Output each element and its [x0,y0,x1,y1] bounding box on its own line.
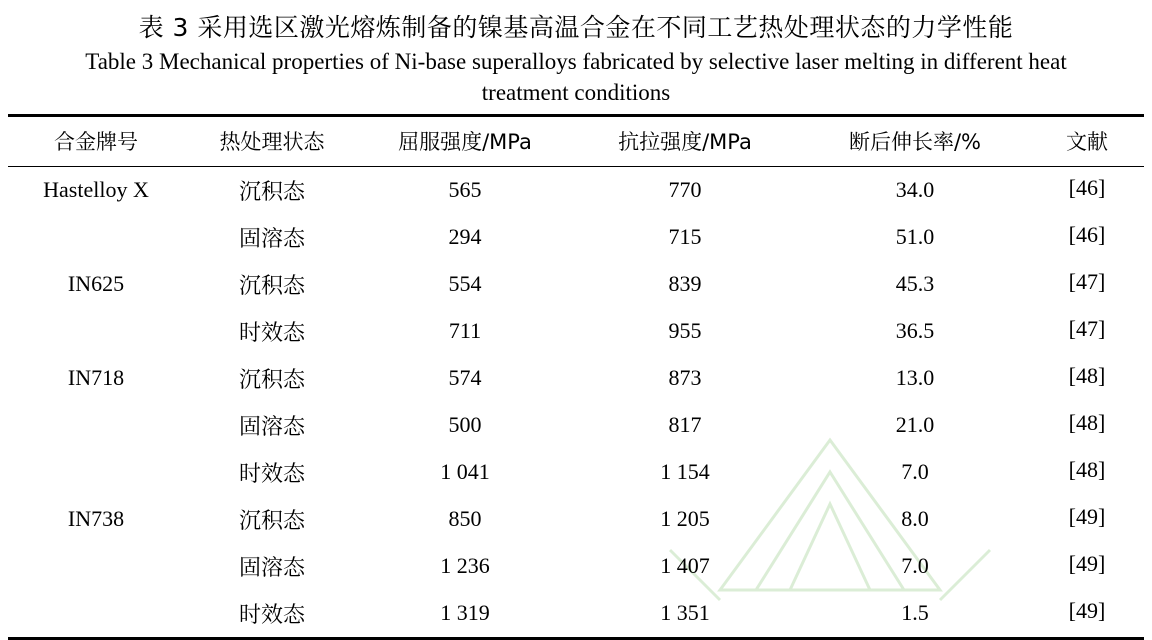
cell-yield: 574 [448,365,482,391]
table-row [8,496,1144,543]
table-header [8,115,1144,166]
column-header-reference: 文献 [1066,129,1108,154]
cell-reference: [47] [1068,268,1106,294]
cell-condition: 时效态 [238,460,305,486]
cell-tensile: 715 [668,224,702,250]
cell-condition: 时效态 [238,601,305,627]
cell-tensile: 873 [668,365,702,391]
cell-tensile: 817 [668,412,702,438]
column-header-heat-treatment: 热处理状态 [219,129,325,154]
cell-alloy [8,543,184,590]
cell-yield: 1 236 [440,553,490,579]
cell-elongation: 7.0 [901,459,929,485]
cell-elongation: 13.0 [895,365,935,391]
cell-reference: [48] [1068,456,1106,482]
cell-condition: 固溶态 [238,225,305,251]
cell-alloy: IN738 [67,506,125,532]
cell-yield: 565 [448,177,482,203]
cell-reference: [46] [1068,174,1106,200]
cell-elongation: 7.0 [901,553,929,579]
cell-condition: 沉积态 [238,366,305,392]
cell-alloy [8,449,184,496]
cell-tensile: 1 205 [660,506,710,532]
cell-reference: [48] [1068,409,1106,435]
column-header-yield-strength: 屈服强度/MPa [398,129,532,154]
cell-elongation: 45.3 [895,271,935,297]
cell-condition: 固溶态 [238,413,305,439]
table-header-row [8,115,1144,166]
cell-elongation: 51.0 [895,224,935,250]
cell-tensile: 955 [668,318,702,344]
cell-reference: [49] [1068,550,1106,576]
table-caption-chinese: 表 3 采用选区激光熔炼制备的镍基高温合金在不同工艺热处理状态的力学性能 [138,13,1014,42]
table-caption-english: Table 3 Mechanical properties of Ni-base superalloys fabricated by selective laser melting in different heat treatment conditions [85,49,1067,105]
table-row [8,355,1144,402]
cell-elongation: 1.5 [901,600,929,626]
cell-yield: 294 [448,224,482,250]
table-row [8,449,1144,496]
column-header-alloy: 合金牌号 [54,129,138,154]
cell-yield: 850 [448,506,482,532]
table-row [8,402,1144,449]
mechanical-properties-table [8,114,1144,640]
cell-elongation: 34.0 [895,177,935,203]
cell-elongation: 36.5 [895,318,935,344]
cell-alloy: IN718 [67,365,125,391]
cell-yield: 500 [448,412,482,438]
cell-reference: [47] [1068,315,1106,341]
cell-alloy [8,590,184,639]
cell-alloy [8,308,184,355]
cell-condition: 沉积态 [238,507,305,533]
cell-tensile: 1 407 [660,553,710,579]
cell-reference: [46] [1068,221,1106,247]
table-row [8,590,1144,639]
cell-tensile: 1 351 [660,600,710,626]
cell-alloy [8,214,184,261]
column-header-tensile-strength: 抗拉强度/MPa [618,129,752,154]
cell-reference: [48] [1068,362,1106,388]
table-row [8,214,1144,261]
cell-tensile: 1 154 [660,459,710,485]
table-row [8,261,1144,308]
cell-alloy: Hastelloy X [43,177,149,203]
cell-condition: 沉积态 [238,272,305,298]
cell-yield: 711 [448,318,482,344]
cell-yield: 1 319 [440,600,490,626]
table-row [8,543,1144,590]
cell-yield: 1 041 [440,459,490,485]
cell-condition: 时效态 [238,319,305,345]
cell-reference: [49] [1068,597,1106,623]
table-row [8,308,1144,355]
cell-reference: [49] [1068,503,1106,529]
cell-condition: 沉积态 [238,178,305,204]
cell-yield: 554 [448,271,482,297]
column-header-elongation: 断后伸长率/% [848,129,982,154]
cell-elongation: 21.0 [895,412,935,438]
cell-tensile: 770 [668,177,702,203]
table-body [8,166,1144,638]
cell-tensile: 839 [668,271,702,297]
table-row [8,166,1144,214]
cell-alloy: IN625 [67,271,125,297]
cell-elongation: 8.0 [901,506,929,532]
cell-condition: 固溶态 [238,554,305,580]
cell-alloy [8,402,184,449]
